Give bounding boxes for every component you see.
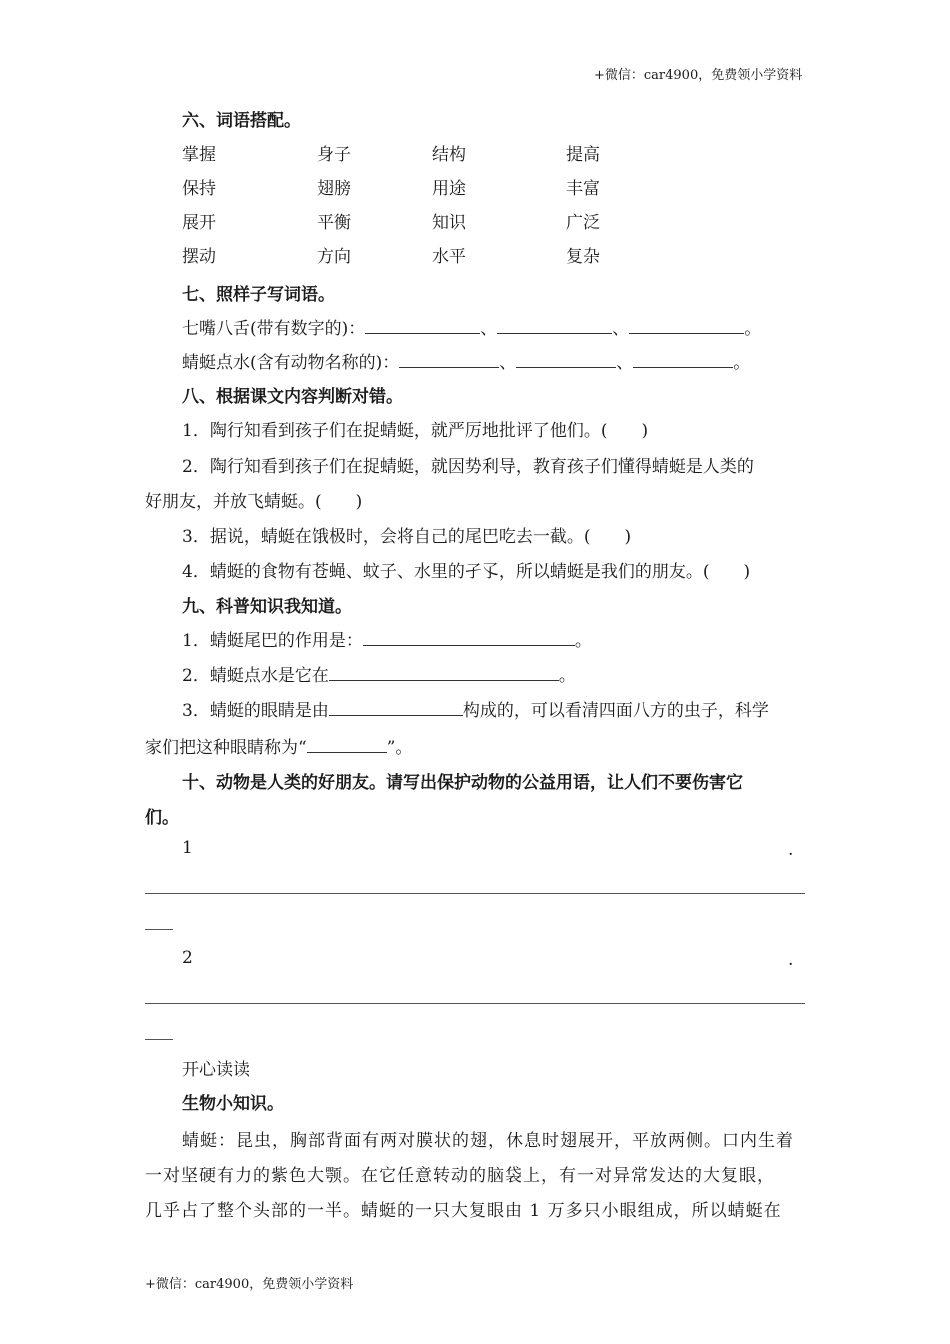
section-9-heading: 九、科普知识我知道。 — [182, 597, 352, 617]
s8-question-2-cont: 好朋友，并放飞蜻蜓。( ) — [145, 492, 363, 512]
s7-line-1 — [182, 314, 761, 339]
word-cell: 水平 — [432, 247, 466, 267]
word-cell: 丰富 — [566, 179, 600, 199]
s8-question-3: 3．据说，蜻蜓在饿极时，会将自己的尾巴吃去一截。( ) — [182, 527, 632, 547]
section-7-heading: 七、照样子写词语。 — [182, 285, 335, 305]
section-6-heading: 六、词语搭配。 — [182, 111, 301, 131]
s9-question-2 — [182, 661, 576, 686]
word-cell: 用途 — [432, 179, 466, 199]
period: 。 — [733, 353, 751, 373]
reading-paragraph-line-2: 一对坚硬有力的紫色大颚。在它任意转动的脑袋上，有一对异常发达的大复眼， — [145, 1166, 775, 1186]
word-cell: 身子 — [317, 145, 351, 165]
answer-blank[interactable] — [629, 319, 744, 334]
s9-q2-text: 2．蜻蜓点水是它在 — [182, 666, 329, 686]
period: 。 — [574, 631, 592, 651]
word-cell: 提高 — [566, 145, 600, 165]
section-10-heading: 十、动物是人类的好朋友。请写出保护动物的公益用语，让人们不要伤害它 — [182, 773, 743, 793]
slogan-answer-line-1-stub — [145, 929, 173, 930]
answer-blank[interactable] — [363, 631, 575, 646]
word-cell: 掌握 — [182, 145, 216, 165]
period: 。 — [744, 319, 762, 339]
s8-question-4: 4．蜻蜓的食物有苍蝇、蚊子、水里的孑孓，所以蜻蜓是我们的朋友。( ) — [182, 562, 751, 582]
slogan-item-2-dot: . — [788, 950, 794, 970]
s9-q3-line2-text: 家们把这种眼睛称为“ — [145, 738, 307, 758]
answer-blank[interactable] — [516, 353, 616, 368]
s9-q3-line2-end: ”。 — [386, 738, 413, 758]
period: 。 — [558, 666, 576, 686]
answer-blank[interactable] — [329, 666, 559, 681]
s9-q1-text: 1．蜻蜓尾巴的作用是： — [182, 631, 363, 651]
s8-question-1: 1．陶行知看到孩子们在捉蜻蜓，就严厉地批评了他们。( ) — [182, 421, 649, 441]
reading-paragraph-line-1: 蜻蜓：昆虫，胸部背面有两对膜状的翅，休息时翅展开，平放两侧。口内生着 — [182, 1131, 794, 1151]
reading-title: 开心读读 — [182, 1060, 250, 1080]
answer-blank[interactable] — [399, 353, 499, 368]
reading-subtitle: 生物小知识。 — [182, 1094, 284, 1114]
separator: 、 — [499, 353, 517, 373]
word-cell: 摆动 — [182, 247, 216, 267]
word-cell: 平衡 — [317, 213, 351, 233]
word-cell: 方向 — [317, 247, 351, 267]
word-cell: 复杂 — [566, 247, 600, 267]
separator: 、 — [612, 319, 630, 339]
answer-blank[interactable] — [365, 319, 480, 334]
word-cell: 知识 — [432, 213, 466, 233]
s7-line-1-prefix: 七嘴八舌(带有数字的)： — [182, 319, 366, 339]
answer-blank[interactable] — [633, 353, 733, 368]
answer-blank[interactable] — [307, 738, 387, 753]
s8-question-2: 2．陶行知看到孩子们在捉蜻蜓，就因势利导，教育孩子们懂得蜻蜓是人类的 — [182, 457, 754, 477]
s9-question-3-cont — [145, 733, 412, 758]
word-cell: 保持 — [182, 179, 216, 199]
s9-q3-text-mid: 构成的，可以看清四面八方的虫子，科学 — [462, 701, 769, 721]
slogan-item-1-number: 1 — [182, 838, 193, 858]
slogan-answer-line-1[interactable] — [145, 893, 805, 894]
word-cell: 广泛 — [566, 213, 600, 233]
separator: 、 — [616, 353, 634, 373]
slogan-item-2-number: 2 — [182, 948, 193, 968]
word-cell: 翅膀 — [317, 179, 351, 199]
s7-line-2 — [182, 348, 750, 373]
s9-question-3 — [182, 696, 769, 721]
answer-blank[interactable] — [329, 701, 463, 716]
word-cell: 展开 — [182, 213, 216, 233]
answer-blank[interactable] — [497, 319, 612, 334]
s9-q3-text: 3．蜻蜓的眼睛是由 — [182, 701, 329, 721]
s9-question-1 — [182, 626, 592, 651]
section-10-heading-cont: 们。 — [145, 808, 179, 828]
s7-line-2-prefix: 蜻蜓点水(含有动物名称的)： — [182, 353, 400, 373]
separator: 、 — [480, 319, 498, 339]
reading-paragraph-line-3: 几乎占了整个头部的一半。蜻蜓的一只大复眼由 1 万多只小眼组成，所以蜻蜓在 — [145, 1201, 782, 1221]
slogan-answer-line-2[interactable] — [145, 1003, 805, 1004]
watermark-bottom: +微信：car4900，免费领小学资料 — [145, 1277, 354, 1292]
slogan-answer-line-2-stub — [145, 1039, 173, 1040]
watermark-top: +微信：car4900，免费领小学资料 — [594, 68, 803, 83]
slogan-item-1-dot: . — [788, 840, 794, 860]
word-cell: 结构 — [432, 145, 466, 165]
section-8-heading: 八、根据课文内容判断对错。 — [182, 387, 403, 407]
